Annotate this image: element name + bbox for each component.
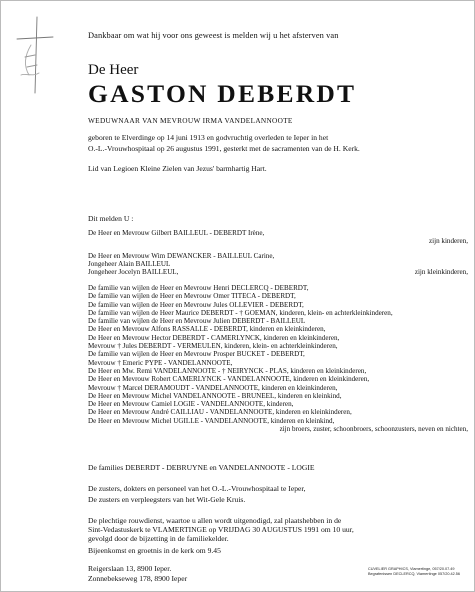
- staff-line: De zusters, dokters en personeel van het O.-L.-Vrouwhospitaal te Ieper,: [88, 484, 306, 493]
- address-line: Zonnebekseweg 178, 8900 Ieper: [88, 574, 188, 583]
- birth-line: geboren te Elverdinge op 14 juni 1913 en godvruchtig overleden te Ieper in het: [88, 133, 329, 142]
- ceremony-line: Sint-Vedastuskerk te VLAMERTINGE op VRIJDAG 30 AUGUSTUS 1991 om 10 uur,: [88, 525, 354, 535]
- list-item: [88, 292, 468, 300]
- list-item: [88, 392, 468, 400]
- ceremony-line: De plechtige rouwdienst, waartoe u allen wordt uitgenodigd, zal plaatshebben in de: [88, 516, 342, 525]
- mourner-text: Mevrouw † Marcel DERAMOUDT - VANDELANNOOTE, kinderen en kleinkinderen,: [88, 383, 338, 392]
- list-item: [88, 342, 468, 350]
- widower-line: WEDUWNAAR VAN MEVROUW IRMA VANDELANNOOTE: [88, 116, 293, 125]
- list-item: [88, 367, 468, 375]
- families-closing: zijn broers, zuster, schoonbroers, schoonzusters, neven en nichten,: [279, 425, 468, 434]
- mourner-text: De familie van wijlen de Heer en Mevrouw Julien DEBERDT - BAILLEUL: [88, 317, 306, 326]
- list-item: [88, 229, 468, 237]
- list-item: [88, 350, 468, 358]
- mourner-text: De Heer en Mevrouw Camiel LOGIE - VANDELANNOOTE, kinderen,: [88, 400, 294, 409]
- cross-icon: [11, 15, 55, 95]
- mourner-text: De familie van wijlen de Heer en Mevrouw Omer TITECA - DEBERDT,: [88, 292, 296, 301]
- children-list: [88, 229, 468, 276]
- printer-line: CUVELIER GRAPHICS, Vlamertinge, 057/20.07.49: [368, 567, 455, 571]
- addresses: [88, 564, 187, 584]
- list-item: [88, 237, 468, 245]
- families-list: [88, 284, 468, 433]
- list-item: [88, 417, 468, 425]
- list-item: [88, 317, 468, 325]
- list-item: [88, 252, 468, 260]
- mourner-text: De familie van wijlen de Heer en Mevrouw Jules OLLEVIER - DEBERDT,: [88, 300, 304, 309]
- mourner-text: De Heer en Mevrouw Robert CAMERLYNCK - VANDELANNOOTE, kinderen en kleinkinderen,: [88, 375, 370, 384]
- meeting-line: Bijeenkomst en groetnis in de kerk om 9.45: [88, 546, 221, 555]
- mourner-text: Jongeheer Alain BAILLEUL: [88, 259, 171, 268]
- list-item: [88, 325, 468, 333]
- mourner-text: De Heer en Mevrouw Alfons RASSALLE - DEBERDT, kinderen en kleinkinderen,: [88, 325, 326, 334]
- title-prefix: De Heer: [88, 62, 139, 78]
- list-item: [88, 334, 468, 342]
- staff-line: De zusters en verpleegsters van het Wit-Gele Kruis.: [88, 494, 246, 504]
- mourner-text: De Heer en Mw. Remi VANDELANNOOTE - † NEIRYNCK - PLAS, kinderen en kleinkinderen,: [88, 366, 367, 375]
- mourner-text: Mevrouw † Emeric PYPE - VANDELANNOOTE,: [88, 358, 233, 367]
- list-item: [88, 408, 468, 416]
- deceased-name: GASTON DEBERDT: [88, 81, 357, 108]
- list-item: [88, 260, 468, 268]
- list-item: [88, 384, 468, 392]
- mourner-text: De Heer en Mevrouw Michel UGILLE - VANDELANNOOTE, kinderen en kleinkind,: [88, 416, 335, 425]
- list-item: [88, 284, 468, 292]
- mourner-text: De familie van wijlen de Heer en Mevrouw Prosper BUCKET - DEBERDT,: [88, 350, 305, 359]
- list-item: [88, 375, 468, 383]
- birth-line: O.-L.-Vrouwhospitaal op 26 augustus 1991, gesterkt met de sacramenten van de H. Kerk.: [88, 143, 360, 153]
- printer-credit: [368, 567, 460, 577]
- list-item: [88, 359, 468, 367]
- announce-line: Dit melden U :: [88, 214, 134, 223]
- families-line: De families DEBERDT - DEBRUYNE en VANDELANNOOTE - LOGIE: [88, 463, 315, 472]
- relation-text: zijn kinderen,: [428, 237, 468, 246]
- staff-lines: [88, 484, 305, 505]
- legion-line: Lid van Legioen Kleine Zielen van Jezus' barmhartig Hart.: [88, 164, 267, 173]
- relation-text: zijn kleinkinderen,: [414, 268, 468, 277]
- mourner-text: Jongeheer Jocelyn BAILLEUL,: [88, 268, 179, 277]
- list-item: [88, 400, 468, 408]
- mourner-text: De Heer en Mevrouw Wim DEWANCKER - BAILLEUL Carine,: [88, 251, 275, 260]
- mourner-text: De Heer en Mevrouw Gilbert BAILLEUL - DEBERDT Irène,: [88, 229, 265, 237]
- list-item: [88, 268, 468, 276]
- list-item: [88, 301, 468, 309]
- mourner-text: Mevrouw † Jules DEBERDT - VERMEULEN, kinderen, klein- en achterkleinkinderen,: [88, 342, 338, 351]
- printer-line: Begrafenissen DECLERCQ, Vlamertinge 057/20.42.56: [368, 572, 461, 577]
- mourner-text: De familie van wijlen de Heer Maurice DEBERDT - † GOEMAN, kinderen, klein- en achterkleinkinderen,: [88, 308, 393, 317]
- list-item: [88, 309, 468, 317]
- mourner-text: De Heer en Mevrouw Hector DEBERDT - CAMERLYNCK, kinderen en kleinkinderen,: [88, 333, 340, 342]
- address-line: Reigerslaan 13, 8900 Ieper.: [88, 564, 172, 573]
- ceremony-line: gevolgd door de bijzetting in de familiekelder.: [88, 534, 229, 544]
- mourner-text: De Heer en Mevrouw André CAILLIAU - VANDELANNOOTE, kinderen en kleinkinderen,: [88, 408, 352, 417]
- birth-details: [88, 133, 468, 154]
- mourner-text: De Heer en Mevrouw Michel VANDELANNOOTE - BRUNEEL, kinderen en kleinkind,: [88, 391, 342, 400]
- mourner-text: De familie van wijlen de Heer en Mevrouw Henri DECLERCQ - DEBERDT,: [88, 284, 309, 292]
- ceremony-details: [88, 516, 354, 544]
- intro-text: Dankbaar om wat hij voor ons geweest is melden wij u het afsterven van: [88, 31, 339, 40]
